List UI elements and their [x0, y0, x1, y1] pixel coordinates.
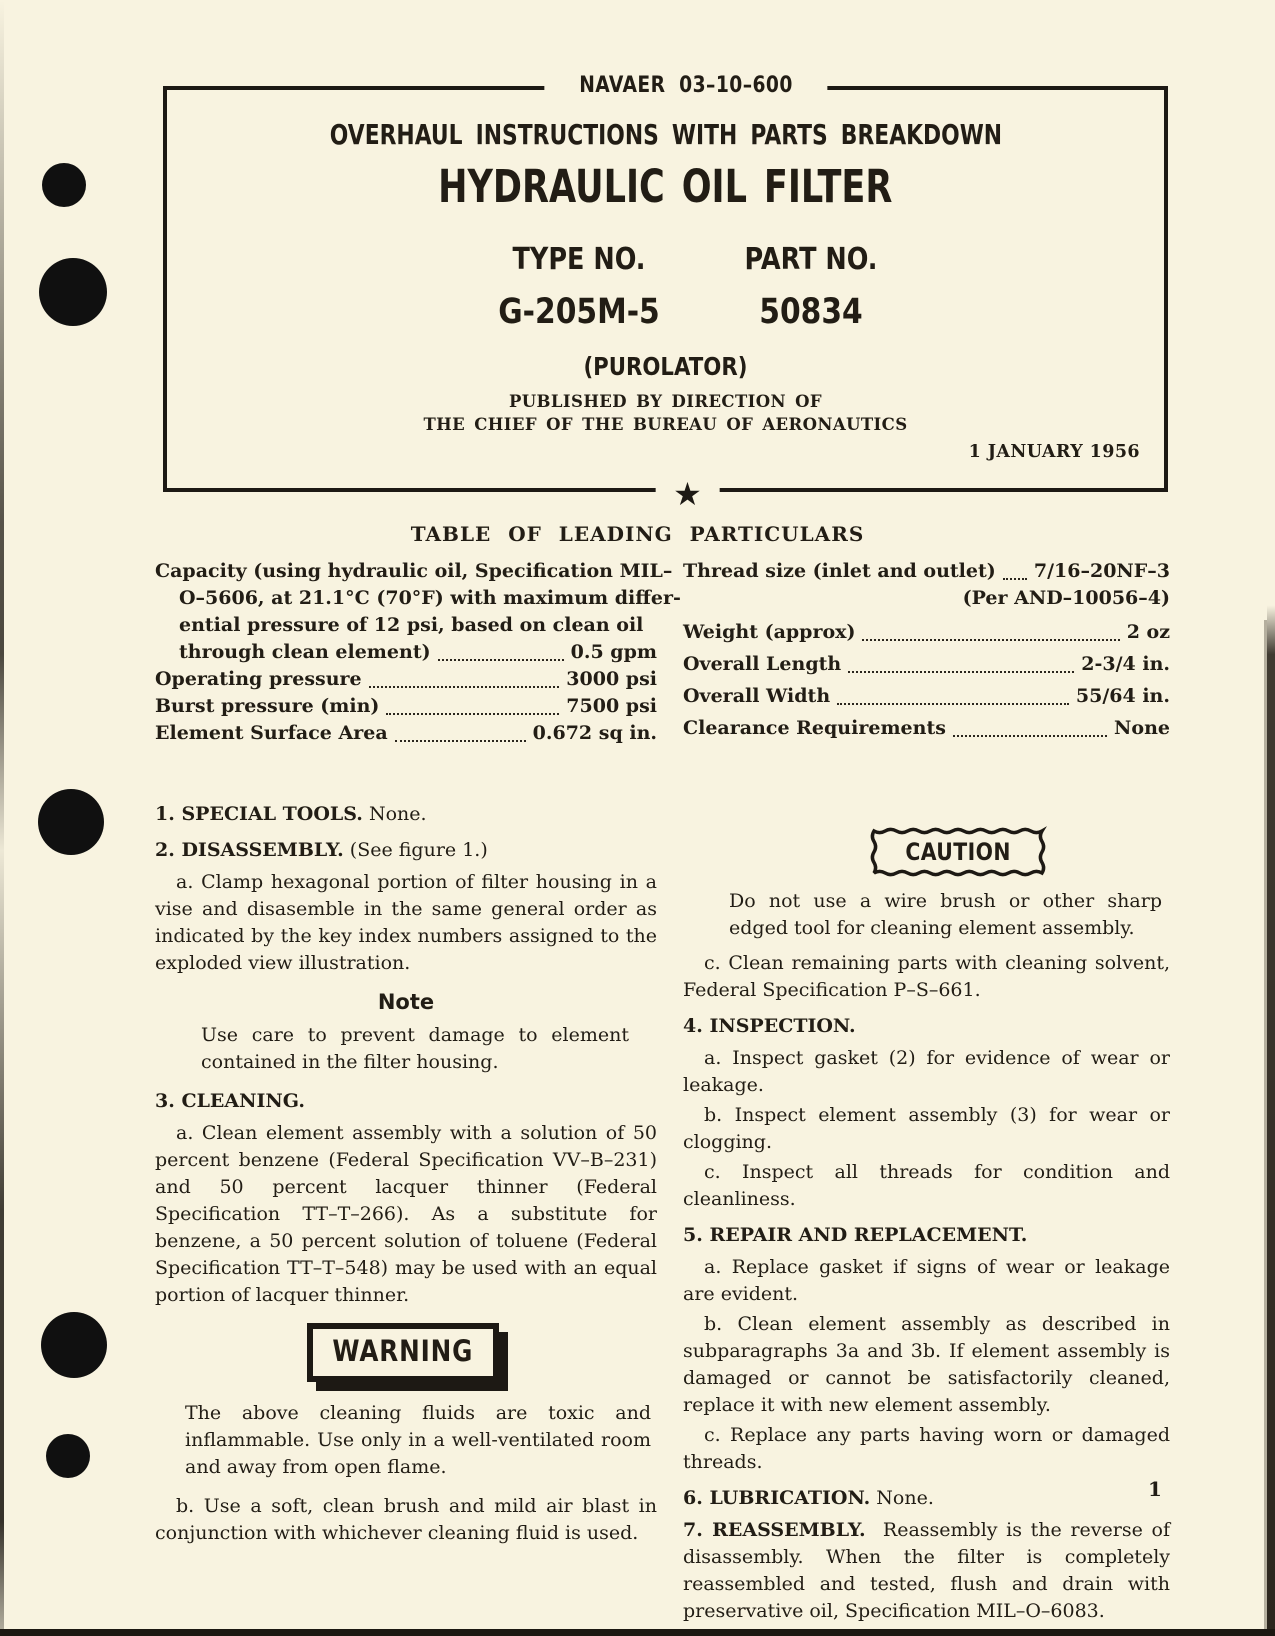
section-3-heading: 3. CLEANING. — [155, 1090, 305, 1112]
dot-leader — [837, 703, 1069, 705]
particular-value-note: (Per AND–10056–4) — [962, 587, 1170, 609]
manufacturer: (PUROLATOR) — [583, 352, 748, 381]
particular-row — [683, 619, 1170, 646]
particular-label: Operating pressure — [155, 668, 362, 690]
capacity-value-row — [155, 639, 657, 666]
body-right-column — [683, 792, 1170, 1628]
part-value: 50834 — [759, 292, 863, 332]
particular-row — [155, 666, 657, 693]
part-label: PART NO. — [744, 242, 878, 277]
dot-leader — [438, 659, 564, 661]
publish-date: 1 JANUARY 1956 — [968, 442, 1140, 462]
doc-subtitle: OVERHAUL INSTRUCTIONS WITH PARTS BREAKDOWN — [329, 118, 1002, 151]
particular-row — [683, 683, 1170, 710]
paragraph-3a: a. Clean element assembly with a solution of 50 percent benzene (Federal Specification VV–B–231) and 50 percent lacquer thinner (Federal Specification TT–T–266). As a substitute for benzene, a 50 percent solution of toluene (Federal Specification TT–T–548) may be used with an equal portion of lacquer thinner. — [155, 1122, 657, 1306]
dot-leader — [862, 639, 1119, 641]
particular-row — [155, 693, 657, 720]
particular-label: Clearance Requirements — [683, 717, 946, 739]
particular-value: None — [1114, 717, 1170, 739]
punch-hole — [38, 789, 104, 855]
particular-value: 0.672 sq in. — [532, 722, 657, 744]
paragraph-3b: b. Use a soft, clean brush and mild air blast in conjunction with whichever cleaning fluid is used. — [155, 1495, 657, 1544]
title-box — [163, 73, 1168, 513]
particular-label: Burst pressure (min) — [155, 695, 380, 717]
doc-title: HYDRAULIC OIL FILTER — [438, 160, 893, 213]
punch-hole — [41, 1312, 107, 1378]
dot-leader — [395, 740, 526, 742]
punch-hole — [42, 163, 86, 207]
paragraph-3c: c. Clean remaining parts with cleaning solvent, Federal Specification P–S–661. — [683, 952, 1170, 1001]
section-2-heading: 2. DISASSEMBLY. (See figure 1.) — [155, 839, 488, 861]
published-line-2: THE CHIEF OF THE BUREAU OF AERONAUTICS — [423, 415, 908, 434]
particular-row — [683, 715, 1170, 742]
paragraph-4b: b. Inspect element assembly (3) for wear or clogging. — [683, 1104, 1170, 1153]
particular-label: Weight (approx) — [683, 621, 856, 643]
caution-label: CAUTION — [905, 838, 1011, 866]
particulars-left-column — [155, 558, 681, 747]
paragraph-2a: a. Clamp hexagonal portion of filter housing in a vise and disasemble in the same general order as indicated by the key index numbers assigned to the exploded view illustration. — [155, 871, 657, 974]
particular-value: 7500 psi — [566, 695, 657, 717]
dot-leader — [1003, 578, 1027, 580]
particular-value: 7/16–20NF–3 — [1033, 560, 1170, 582]
capacity-line: through clean element) — [179, 641, 431, 663]
warning-body: The above cleaning fluids are toxic and inflammable. Use only in a well-ventilated room and away from open flame. — [185, 1402, 651, 1478]
particulars-right-column — [683, 558, 1170, 747]
dot-leader — [369, 686, 560, 688]
capacity-entry — [155, 558, 681, 666]
capacity-line: Capacity (using hydraulic oil, Specification MIL– — [155, 560, 673, 582]
doc-number: NAVAER 03–10–600 — [544, 73, 827, 98]
particular-label: Thread size (inlet and outlet) — [683, 560, 996, 582]
scan-edge-left — [0, 0, 4, 1636]
section-4-heading: 4. INSPECTION. — [683, 1015, 856, 1037]
punch-hole — [46, 1434, 90, 1478]
particular-label: Overall Length — [683, 653, 842, 675]
section-1-heading: 1. SPECIAL TOOLS. None. — [155, 803, 427, 825]
caution-box — [869, 826, 1047, 878]
particular-row — [683, 558, 1170, 585]
dot-leader — [953, 735, 1107, 737]
caution-body: Do not use a wire brush or other sharp edged tool for cleaning element assembly. — [729, 890, 1162, 939]
particular-value: 2 oz — [1126, 621, 1170, 643]
paragraph-5b: b. Clean element assembly as described in subparagraphs 3a and 3b. If element assembly is damaged or cannot be satisfactorily cleaned, replace it with new element assembly. — [683, 1313, 1170, 1416]
warning-box — [307, 1323, 499, 1382]
particular-row — [155, 720, 657, 747]
particular-label: Overall Width — [683, 685, 831, 707]
dot-leader — [386, 713, 559, 715]
paragraph-5a: a. Replace gasket if signs of wear or leakage are evident. — [683, 1256, 1170, 1305]
type-value: G-205M-5 — [498, 292, 660, 332]
particular-value: 2-3/4 in. — [1081, 653, 1170, 675]
section-5-heading: 5. REPAIR AND REPLACEMENT. — [683, 1224, 1028, 1246]
punch-hole — [39, 258, 107, 326]
paragraph-4a: a. Inspect gasket (2) for evidence of wear or leakage. — [683, 1047, 1170, 1096]
type-label: TYPE NO. — [512, 242, 646, 277]
star-icon: ★ — [655, 476, 720, 512]
capacity-line: ential pressure of 12 psi, based on clean oil — [179, 614, 644, 636]
scan-edge-bottom — [0, 1629, 1275, 1636]
note-heading: Note — [377, 990, 435, 1014]
particular-value: 55/64 in. — [1075, 685, 1170, 707]
particulars-title: TABLE OF LEADING PARTICULARS — [410, 522, 865, 546]
capacity-line: O–5606, at 21.1°C (70°F) with maximum differ- — [179, 587, 681, 609]
paragraph-5c: c. Replace any parts having worn or damaged threads. — [683, 1424, 1170, 1473]
particular-label: Element Surface Area — [155, 722, 388, 744]
published-line-1: PUBLISHED BY DIRECTION OF — [508, 392, 823, 411]
body-left-column — [155, 792, 657, 1550]
page-number: 1 — [1148, 1477, 1162, 1501]
scan-edge-right — [1267, 0, 1275, 1636]
particular-value: 3000 psi — [566, 668, 657, 690]
dot-leader — [848, 671, 1074, 673]
section-6-heading: 6. LUBRICATION. None. — [683, 1487, 934, 1509]
capacity-value: 0.5 gpm — [570, 641, 657, 663]
paragraph-4c: c. Inspect all threads for condition and cleanliness. — [683, 1161, 1170, 1210]
note-body: Use care to prevent damage to element contained in the filter housing. — [201, 1024, 629, 1073]
particular-row — [683, 651, 1170, 678]
paragraph-7: 7. REASSEMBLY. Reassembly is the reverse of disassembly. When the filter is completely reassembled and tested, flush and drain with preservative oil, Specification MIL–O–6083. — [683, 1519, 1170, 1622]
warning-label: WARNING — [332, 1334, 474, 1368]
